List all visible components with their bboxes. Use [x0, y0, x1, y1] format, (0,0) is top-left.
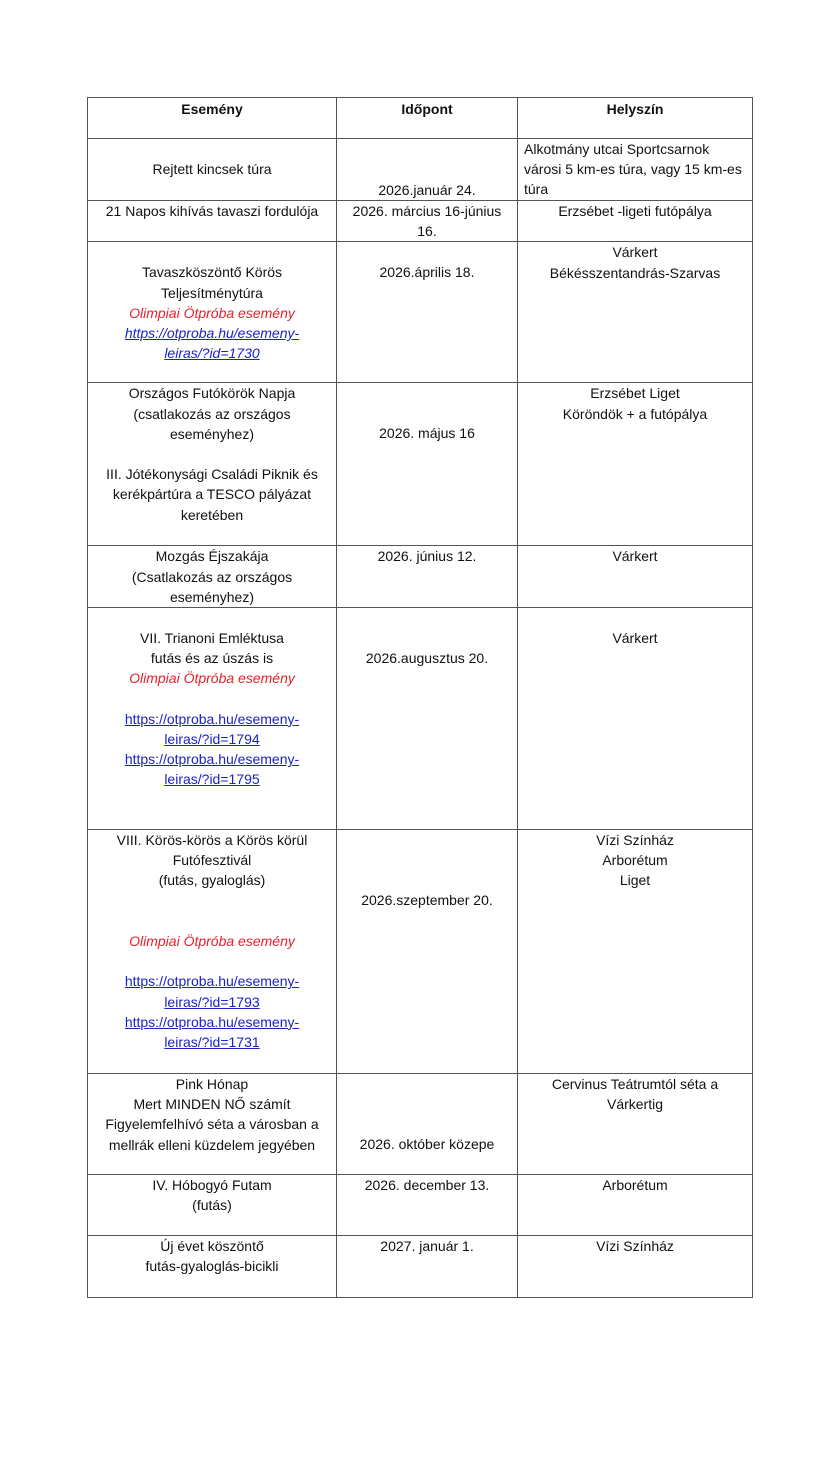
event-link[interactable]: https://otproba.hu/esemeny-leiras/?id=1731 [124, 1013, 300, 1050]
event-date: 2026.január 24. [378, 181, 476, 198]
event-cell [88, 139, 337, 201]
date-cell [337, 242, 518, 383]
place-cell [518, 1175, 753, 1236]
event-cell [88, 546, 337, 608]
otproba-badge: Olimpiai Ötpróba esemény [129, 304, 295, 321]
event-title: Mozgás Éjszakája [155, 548, 269, 565]
place-cell [518, 1074, 753, 1175]
place-cell [518, 242, 753, 383]
event-link[interactable]: https://otproba.hu/esemeny-leiras/?id=1793 [124, 973, 300, 1010]
event-place: Erzsébet -ligeti futópálya [558, 203, 712, 219]
table-row [88, 139, 753, 201]
place-cell [518, 383, 753, 546]
table-row [88, 546, 753, 608]
table-row [88, 1175, 753, 1236]
event-title: VII. Trianoni Emléktusa [140, 630, 284, 647]
event-date: 2026.április 18. [379, 264, 475, 281]
otproba-badge: Olimpiai Ötpróba esemény [129, 670, 295, 687]
event-title: (futás, gyaloglás) [158, 872, 266, 889]
event-description: Figyelemfelhívó séta a városban a mellrák elleni küzdelem jegyében [105, 1116, 323, 1153]
event-link[interactable]: https://otproba.hu/esemeny-leiras/?id=1730 [124, 325, 300, 362]
event-date: 2026. október közepe [359, 1136, 495, 1153]
event-place: Várkert [612, 630, 658, 647]
table-row [88, 242, 753, 383]
place-cell [518, 201, 753, 242]
event-place: Arborétum [602, 1177, 668, 1194]
event-place: Vízi Színház [596, 832, 674, 849]
event-place: Várkert [612, 244, 658, 261]
event-place: Köröndök + a futópálya [562, 405, 708, 422]
date-cell [337, 201, 518, 242]
event-link[interactable]: https://otproba.hu/esemeny-leiras/?id=1794 [124, 710, 300, 748]
date-cell [337, 1236, 518, 1298]
event-title: Országos Futókörök Napja [128, 385, 296, 402]
event-subtitle: (csatlakozás az országos eseményhez) [133, 405, 295, 442]
event-place: Alkotmány utcai Sportcsarnok városi 5 km-es túra, vagy 15 km-es túra [524, 141, 746, 198]
event-place: Békésszentandrás-Szarvas [549, 264, 721, 281]
date-cell [337, 383, 518, 546]
date-cell [337, 1175, 518, 1236]
event-title: futás és az úszás is [150, 650, 274, 667]
table-row [88, 201, 753, 242]
event-place: Cervinus Teátrumtól séta a Várkertig [551, 1076, 723, 1113]
event-cell [88, 383, 337, 546]
event-place: Arborétum [602, 852, 668, 869]
place-cell [518, 546, 753, 608]
event-cell [88, 201, 337, 242]
event-date: 2026. március 16-június 16. [352, 203, 506, 240]
event-cell [88, 1236, 337, 1298]
event-place: Liget [619, 872, 651, 889]
event-cell [88, 608, 337, 830]
event-place: Várkert [612, 548, 658, 565]
table-row [88, 1074, 753, 1175]
event-title: Futófesztivál [172, 852, 252, 869]
event-title: VIII. Körös-körös a Körös körül [116, 832, 308, 849]
event-title: IV. Hóbogyó Futam [152, 1177, 272, 1194]
event-cell [88, 1175, 337, 1236]
event-title: Tavaszköszöntő Körös [141, 264, 283, 281]
header-event: Esemény [88, 98, 337, 139]
event-cell [88, 1074, 337, 1175]
event-title: Pink Hónap [175, 1076, 249, 1093]
date-cell [337, 1074, 518, 1175]
date-cell [337, 830, 518, 1074]
event-place: Vízi Színház [596, 1238, 674, 1255]
header-date: Időpont [337, 98, 518, 139]
events-table [87, 97, 753, 1298]
date-cell [337, 139, 518, 201]
place-cell [518, 608, 753, 830]
header-place: Helyszín [518, 98, 753, 139]
place-cell [518, 830, 753, 1074]
table-row [88, 830, 753, 1074]
date-cell [337, 546, 518, 608]
event-date: 2026. december 13. [364, 1177, 490, 1194]
event-extra: III. Jótékonysági Családi Piknik és kerékpártúra a TESCO pályázat keretében [106, 466, 322, 523]
event-date: 2027. január 1. [380, 1238, 474, 1255]
event-title: (futás) [192, 1197, 232, 1214]
place-cell [518, 1236, 753, 1298]
event-title: futás-gyaloglás-bicikli [145, 1258, 279, 1275]
event-title: Új évet köszöntő [160, 1238, 264, 1255]
event-title: Mert MINDEN NŐ számít [133, 1096, 291, 1113]
event-subtitle: (Csatlakozás az országos eseményhez) [131, 568, 297, 605]
table-row [88, 1236, 753, 1298]
table-row [88, 383, 753, 546]
event-link[interactable]: https://otproba.hu/esemeny-leiras/?id=1795 [124, 751, 300, 788]
event-title: Teljesítménytúra [161, 284, 263, 301]
event-title: Rejtett kincsek túra [152, 161, 272, 178]
table-header-row [88, 98, 753, 139]
event-date: 2026. május 16 [379, 425, 475, 442]
place-cell [518, 139, 753, 201]
event-place: Erzsébet Liget [590, 385, 680, 402]
event-date: 2026.augusztus 20. [365, 650, 489, 667]
otproba-badge: Olimpiai Ötpróba esemény [129, 933, 295, 949]
date-cell [337, 608, 518, 830]
event-cell [88, 242, 337, 383]
event-title: 21 Napos kihívás tavaszi fordulója [105, 203, 319, 219]
table-row [88, 608, 753, 830]
event-date: 2026. június 12. [377, 548, 477, 565]
event-date: 2026.szeptember 20. [361, 892, 493, 909]
event-cell [88, 830, 337, 1074]
